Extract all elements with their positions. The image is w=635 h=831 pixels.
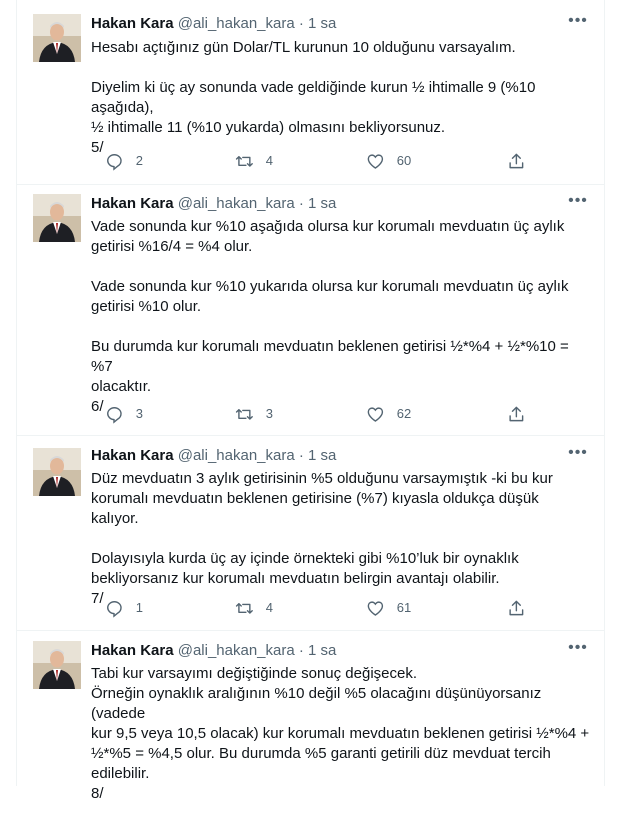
- tweet-line: Hesabı açtığınız gün Dolar/TL kurunun 10 olduğunu varsayalım.: [91, 39, 516, 56]
- more-icon[interactable]: •••: [568, 444, 588, 461]
- separator-dot: ·: [298, 15, 304, 32]
- tweet-line: korumalı mevduatın beklenen getirisine (%7) kıyasla oldukça düşük kalıyor.: [91, 490, 539, 527]
- avatar[interactable]: [33, 641, 81, 689]
- retweet-count: 4: [265, 600, 273, 615]
- retweet-button[interactable]: [235, 598, 273, 618]
- author-name[interactable]: Hakan Kara: [91, 15, 174, 32]
- tweet-line: Vade sonunda kur %10 yukarıda olursa kur korumalı mevduatın üç aylık: [91, 278, 569, 295]
- reply-button[interactable]: [105, 598, 143, 618]
- share-icon: [507, 599, 526, 618]
- heart-icon: [366, 405, 385, 424]
- tweet-text: [91, 664, 590, 804]
- reply-count: 1: [135, 600, 143, 615]
- reply-icon: [105, 405, 124, 424]
- tweet-line: Vade sonunda kur %10 aşağıda olursa kur korumalı mevduatın üç aylık: [91, 218, 565, 235]
- line-gap: [91, 58, 590, 78]
- tweet-actions: [91, 598, 588, 618]
- tweet-line: getirisi %16/4 = %4 olur.: [91, 238, 253, 255]
- author-name[interactable]: Hakan Kara: [91, 642, 174, 659]
- retweet-icon: [235, 599, 254, 618]
- timestamp[interactable]: 1 sa: [308, 447, 337, 464]
- timeline: [16, 0, 605, 802]
- tweet-header: [91, 14, 588, 34]
- tweet[interactable]: [17, 436, 604, 631]
- tweet-line: ½*%5 = %4,5 olur. Bu durumda %5 garanti getirili düz mevduat tercih: [91, 745, 551, 762]
- retweet-icon: [235, 405, 254, 424]
- line-gap: [91, 257, 590, 277]
- tweet-line: getirisi %10 olur.: [91, 298, 202, 315]
- reply-icon: [105, 599, 124, 618]
- share-button[interactable]: [507, 151, 526, 171]
- reply-button[interactable]: [105, 151, 143, 171]
- share-button[interactable]: [507, 404, 526, 424]
- more-icon[interactable]: •••: [568, 192, 588, 209]
- share-icon: [507, 405, 526, 424]
- tweet-line: 5/: [91, 139, 104, 156]
- retweet-icon: [235, 152, 254, 171]
- retweet-count: 3: [265, 406, 273, 421]
- avatar-image: [33, 448, 81, 496]
- timestamp[interactable]: 1 sa: [308, 15, 337, 32]
- avatar-image: [33, 641, 81, 689]
- reply-icon: [105, 152, 124, 171]
- tweet[interactable]: [17, 0, 604, 185]
- tweet-line: Diyelim ki üç ay sonunda vade geldiğinde kurun ½ ihtimalle 9 (%10 aşağıda),: [91, 79, 536, 116]
- like-count: 60: [396, 153, 412, 168]
- retweet-button[interactable]: [235, 151, 273, 171]
- separator-dot: ·: [298, 447, 304, 464]
- tweet-header: [91, 446, 588, 466]
- like-count: 61: [396, 600, 412, 615]
- tweet-header: [91, 641, 588, 661]
- like-button[interactable]: [366, 404, 411, 424]
- avatar[interactable]: [33, 194, 81, 242]
- tweet[interactable]: [17, 185, 604, 436]
- heart-icon: [366, 599, 385, 618]
- share-icon: [507, 152, 526, 171]
- reply-count: 3: [135, 406, 143, 421]
- author-name[interactable]: Hakan Kara: [91, 447, 174, 464]
- more-icon[interactable]: •••: [568, 12, 588, 29]
- separator-dot: ·: [298, 195, 304, 212]
- retweet-button[interactable]: [235, 404, 273, 424]
- author-handle[interactable]: @ali_hakan_kara: [177, 195, 295, 212]
- tweet-actions: [91, 151, 588, 171]
- timestamp[interactable]: 1 sa: [308, 642, 337, 659]
- tweet-line: Düz mevduatın 3 aylık getirisinin %5 olduğunu varsaymıştık -ki bu kur: [91, 470, 553, 487]
- like-button[interactable]: [366, 151, 411, 171]
- tweet-header: [91, 194, 588, 214]
- separator-dot: ·: [298, 642, 304, 659]
- author-name[interactable]: Hakan Kara: [91, 195, 174, 212]
- tweet-line: Örneğin oynaklık aralığının %10 değil %5 olacağını düşünüyorsanız (vadede: [91, 685, 542, 722]
- tweet-text: [91, 217, 590, 417]
- tweet-line: bekliyorsanız kur korumalı mevduatın belirgin avantajı olabilir.: [91, 570, 500, 587]
- avatar-image: [33, 14, 81, 62]
- tweet-text: [91, 38, 590, 158]
- author-handle[interactable]: @ali_hakan_kara: [177, 642, 295, 659]
- reply-button[interactable]: [105, 404, 143, 424]
- tweet-line: olacaktır.: [91, 378, 152, 395]
- like-button[interactable]: [366, 598, 411, 618]
- tweet[interactable]: [17, 631, 604, 831]
- tweet-actions: [91, 404, 588, 424]
- tweet-line: Dolayısıyla kurda üç ay içinde örnekteki gibi %10’luk bir oynaklık: [91, 550, 519, 567]
- like-count: 62: [396, 406, 412, 421]
- line-gap: [91, 529, 590, 549]
- more-icon[interactable]: •••: [568, 639, 588, 656]
- tweet-line: edilebilir.: [91, 765, 150, 782]
- avatar[interactable]: [33, 448, 81, 496]
- timestamp[interactable]: 1 sa: [308, 195, 337, 212]
- author-handle[interactable]: @ali_hakan_kara: [177, 447, 295, 464]
- tweet-line: kur 9,5 veya 10,5 olacak) kur korumalı mevduatın beklenen getirisi ½*%4 +: [91, 725, 590, 742]
- author-handle[interactable]: @ali_hakan_kara: [177, 15, 295, 32]
- avatar[interactable]: [33, 14, 81, 62]
- avatar-image: [33, 194, 81, 242]
- heart-icon: [366, 152, 385, 171]
- line-gap: [91, 317, 590, 337]
- share-button[interactable]: [507, 598, 526, 618]
- reply-count: 2: [135, 153, 143, 168]
- tweet-line: ½ ihtimalle 11 (%10 yukarda) olmasını bekliyorsunuz.: [91, 119, 446, 136]
- tweet-line: 7/: [91, 590, 104, 607]
- tweet-line: Bu durumda kur korumalı mevduatın beklenen getirisi ½*%4 + ½*%10 = %7: [91, 338, 569, 375]
- retweet-count: 4: [265, 153, 273, 168]
- tweet-line: 6/: [91, 398, 104, 415]
- tweet-text: [91, 469, 590, 609]
- tweet-line: 8/: [91, 785, 104, 802]
- tweet-line: Tabi kur varsayımı değiştiğinde sonuç değişecek.: [91, 665, 418, 682]
